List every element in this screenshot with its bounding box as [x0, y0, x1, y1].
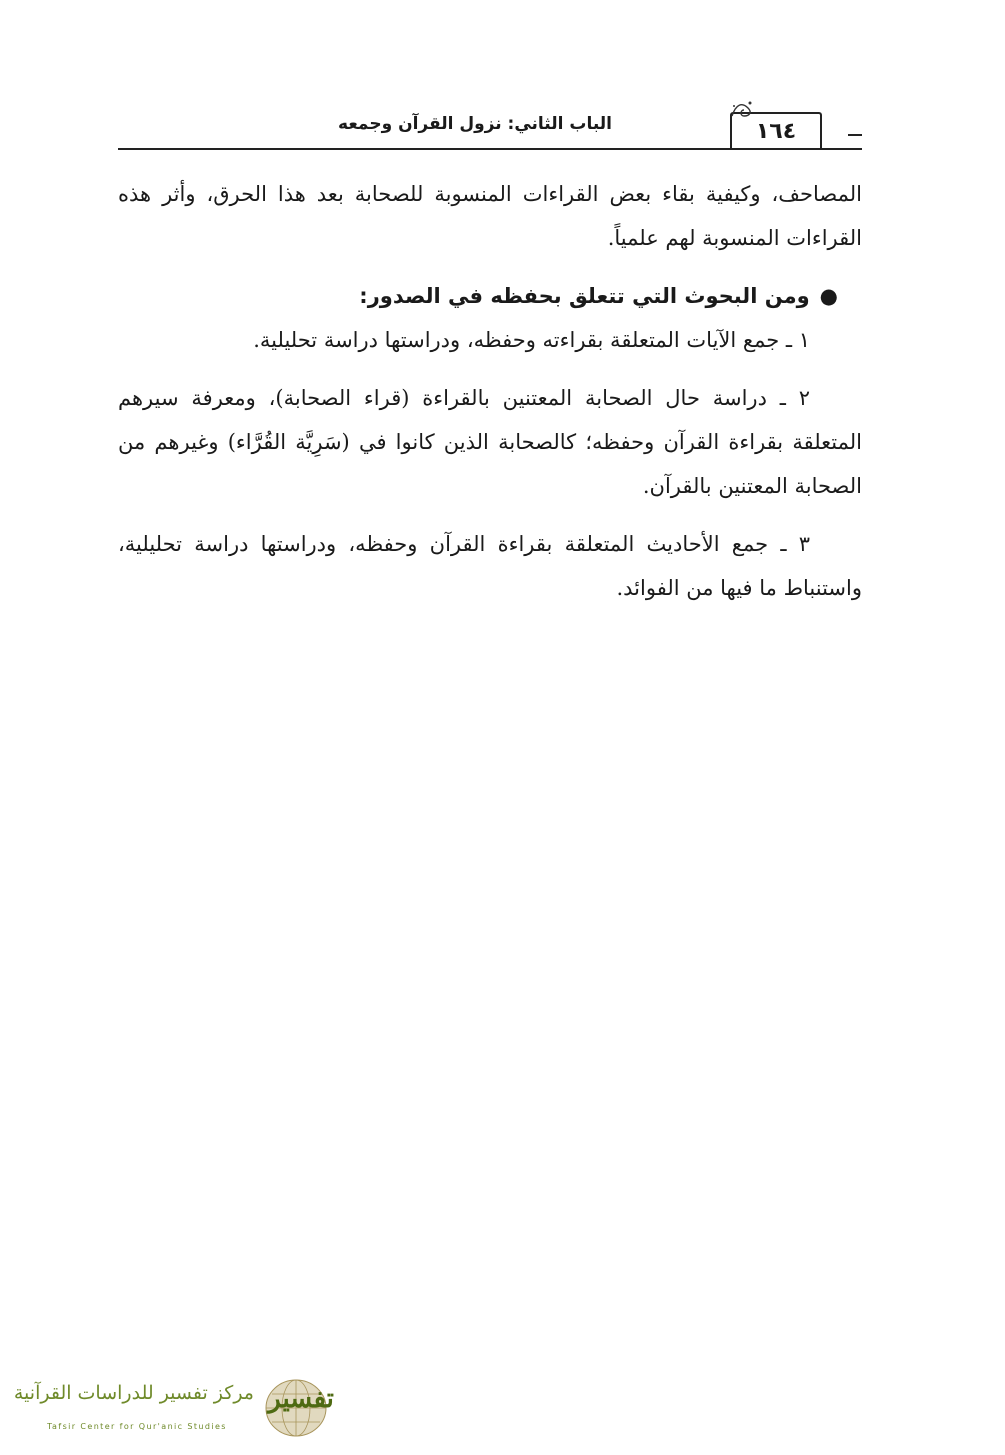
page-number: ١٦٤: [755, 118, 797, 144]
logo-english-name: Tafsir Center for Qur'anic Studies: [47, 1422, 227, 1431]
chapter-title: الباب الثاني: نزول القرآن وجمعه: [338, 114, 612, 134]
header-dash: [848, 134, 862, 136]
list-item-3: ٣ ـ جمع الأحاديث المتعلقة بقراءة القرآن وحفظه، ودراستها دراسة تحليلية، واستنباط ما فيها من الفوائد.: [118, 532, 862, 600]
running-header: [118, 112, 862, 156]
list-item-2: ٢ ـ دراسة حال الصحابة المعتنين بالقراءة (قراء الصحابة)، ومعرفة سيرهم المتعلقة بقراءة القرآن وحفظه؛ كالصحابة الذين كانوا في (سَرِيَّة القُرَّاء) وغيرهم من الصحابة المعتنين بالقرآن.: [118, 386, 862, 498]
bullet-icon: ●: [819, 284, 838, 308]
ornament-icon: [728, 98, 756, 120]
logo-arabic-name: مركز تفسير للدراسات القرآنية: [13, 1382, 254, 1404]
section-heading: [118, 274, 862, 318]
header-rule: [118, 148, 862, 150]
page-body: [118, 172, 862, 610]
paragraph-continuation: المصاحف، وكيفية بقاء بعض القراءات المنسوبة للصحابة بعد هذا الحرق، وأثر هذه القراءات المنسوبة لهم علمياً.: [118, 182, 862, 250]
list-item-1: ١ ـ جمع الآيات المتعلقة بقراءته وحفظه، ودراستها دراسة تحليلية.: [253, 328, 810, 352]
section-heading-text: ومن البحوث التي تتعلق بحفظه في الصدور:: [359, 284, 810, 308]
publisher-logo: [12, 1372, 342, 1446]
logo-emblem-text: تفسير: [268, 1384, 334, 1414]
